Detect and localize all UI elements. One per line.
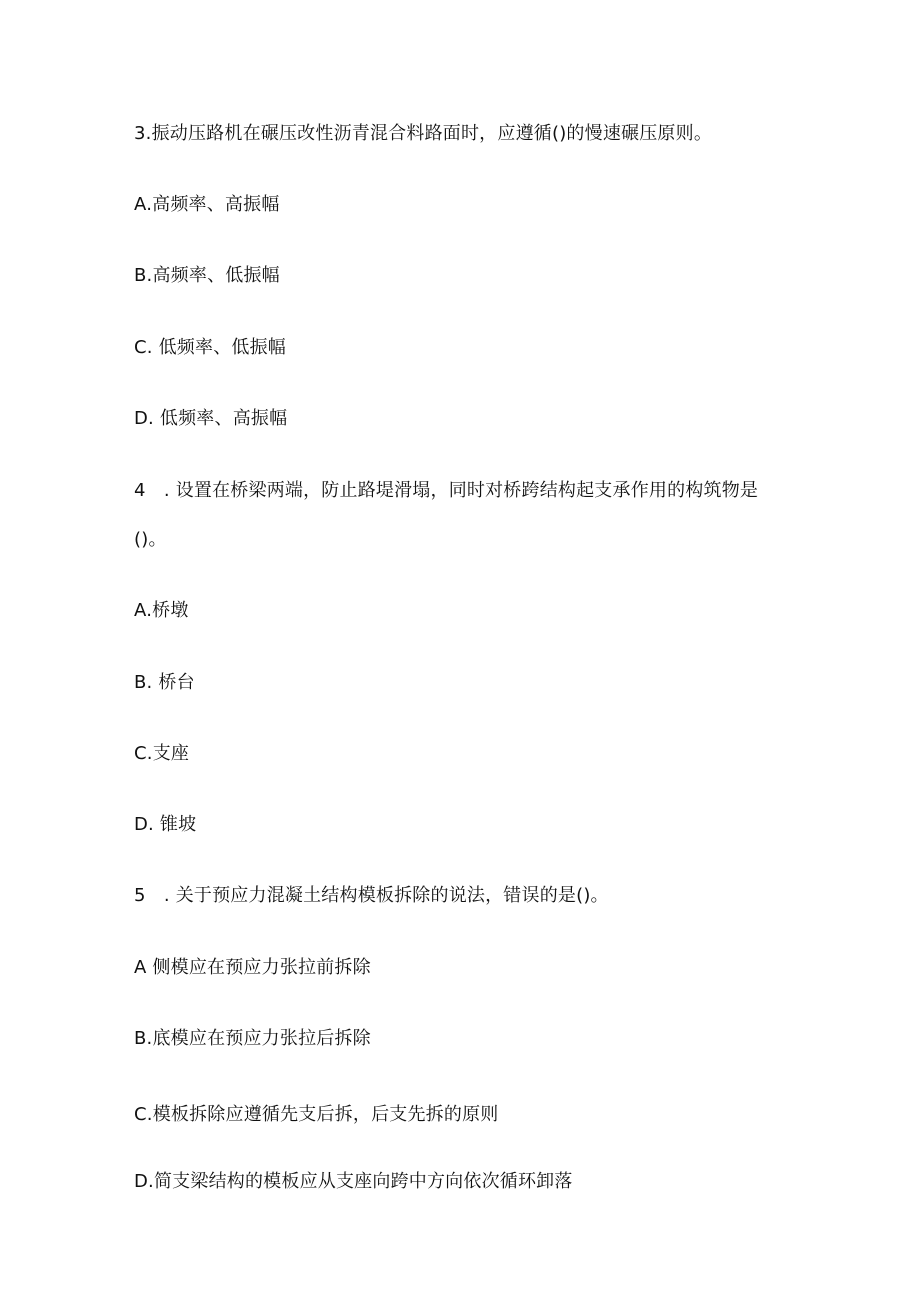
question-5-option-d: D.简支梁结构的模板应从支座向跨中方向依次循环卸落 [134,1171,573,1192]
question-4-option-d: D. 锥坡 [134,814,197,835]
question-4-option-a: A.桥墩 [134,600,189,621]
question-3-option-d: D. 低频率、高振幅 [134,408,288,429]
question-5-stem: 5 . 关于预应力混凝土结构模板拆除的说法，错误的是()。 [134,885,609,906]
question-5-option-a: A 侧模应在预应力张拉前拆除 [134,957,371,978]
question-4-option-c: C.支座 [134,743,190,764]
question-4-option-b: B. 桥台 [134,672,195,693]
question-3-stem: 3.振动压路机在碾压改性沥青混合料路面时，应遵循()的慢速碾压原则。 [134,123,713,144]
question-4-stem-line2: ()。 [134,529,167,550]
question-3-option-c: C. 低频率、低振幅 [134,337,287,358]
question-5-option-c: C.模板拆除应遵循先支后拆，后支先拆的原则 [134,1104,499,1125]
question-3-option-a: A.高频率、高振幅 [134,194,280,215]
question-4-stem-line1: 4 . 设置在桥梁两端，防止路堤滑塌，同时对桥跨结构起支承作用的构筑物是 [134,480,759,501]
question-5-option-b: B.底模应在预应力张拉后拆除 [134,1028,371,1049]
question-3-option-b: B.高频率、低振幅 [134,265,280,286]
